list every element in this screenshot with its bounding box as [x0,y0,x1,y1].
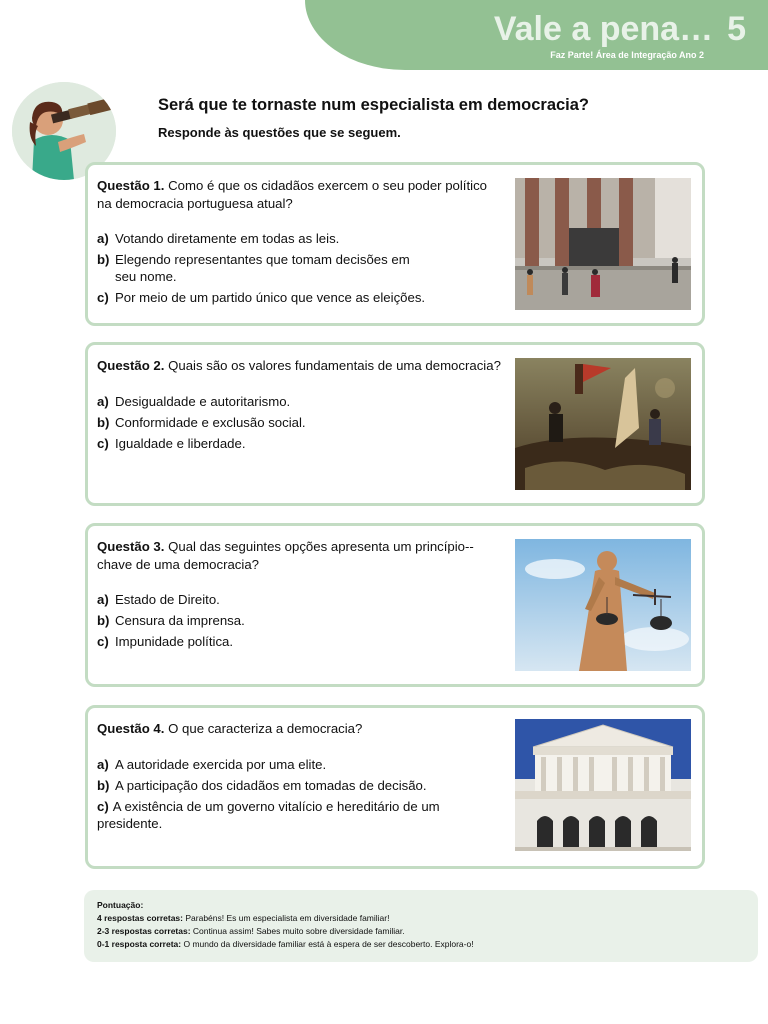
score-label: 2-3 respostas corretas: [97,926,191,936]
option-letter: a) [97,394,109,409]
option-text: A existência de um governo vitalício e hereditário de um presidente. [97,799,440,831]
question-text [97,357,517,375]
answer-option-b[interactable] [97,251,427,285]
question-body: Como é que os cidadãos exercem o seu poder político na democracia portuguesa atual? [97,178,487,211]
option-text: A participação dos cidadãos em tomadas de decisão. [115,778,427,793]
option-text: Estado de Direito. [115,592,220,607]
question-label: Questão 2. [97,358,165,373]
option-text: Elegendo representantes que tomam decisões em seu nome. [115,252,410,284]
answer-option-a[interactable] [97,230,507,247]
liberty-painting-image [515,358,691,490]
option-letter: c) [97,799,109,814]
question-text [97,177,502,213]
score-text: Parabéns! Es um especialista em diversidade familiar! [185,913,390,923]
answer-options [97,591,507,654]
question-body: O que caracteriza a democracia? [168,721,363,736]
score-label: 0-1 resposta correta: [97,939,182,949]
parliament-building-photo [515,719,691,851]
answer-options [97,230,507,310]
answer-option-b[interactable] [97,777,507,794]
answer-option-c[interactable] [97,435,507,452]
option-letter: b) [97,778,110,793]
page-instructions: Responde às questões que se seguem. [158,125,401,140]
score-label: 4 respostas corretas: [97,913,183,923]
option-letter: b) [97,252,110,267]
answer-option-a[interactable] [97,393,507,410]
score-line-0-1 [97,938,758,951]
option-text: Por meio de um partido único que vence as eleições. [115,290,426,305]
question-body: Qual das seguintes opções apresenta um princípio--chave de uma democracia? [97,539,474,572]
question-label: Questão 4. [97,721,165,736]
score-line-4 [97,912,758,925]
option-letter: b) [97,613,110,628]
option-letter: c) [97,290,109,305]
answer-option-c[interactable] [97,289,507,306]
question-text [97,720,502,738]
answer-option-b[interactable] [97,612,507,629]
option-text: Votando diretamente em todas as leis. [115,231,340,246]
page-number: 5 [727,10,746,48]
option-text: A autoridade exercida por uma elite. [115,757,327,772]
score-line-2-3 [97,925,758,938]
justice-statue-photo [515,539,691,671]
question-card-4 [85,705,705,869]
question-card-3 [85,523,705,687]
option-text: Censura da imprensa. [115,613,245,628]
header-title [494,10,746,49]
option-letter: a) [97,592,109,607]
header-band [305,0,768,70]
question-label: Questão 3. [97,539,165,554]
answer-option-a[interactable] [97,591,507,608]
page-title: Será que te tornaste num especialista em democracia? [158,96,590,114]
header-subtitle: Faz Parte! Área de Integração Ano 2 [550,50,704,60]
answer-options [97,393,507,456]
option-text: Desigualdade e autoritarismo. [115,394,291,409]
answer-option-b[interactable] [97,414,507,431]
option-text: Conformidade e exclusão social. [115,415,306,430]
answer-option-a[interactable] [97,756,507,773]
option-text: Igualdade e liberdade. [115,436,246,451]
answer-option-c[interactable] [97,633,507,650]
option-letter: b) [97,415,110,430]
option-letter: c) [97,634,109,649]
question-card-1 [85,162,705,326]
answer-option-c[interactable] [97,798,467,832]
question-body: Quais são os valores fundamentais de uma democracia? [168,358,501,373]
option-text: Impunidade política. [115,634,234,649]
header-title-text: Vale a pena… [493,10,714,48]
score-title: Pontuação: [97,900,144,910]
score-text: Continua assim! Sabes muito sobre diversidade familiar. [192,926,405,936]
option-letter: a) [97,757,109,772]
score-text: O mundo da diversidade familiar está à espera de ser descoberto. Explora-o! [183,939,474,949]
question-card-2 [85,342,705,506]
option-letter: c) [97,436,109,451]
score-box [84,890,758,962]
question-label: Questão 1. [97,178,165,193]
answer-options [97,756,507,836]
parliament-entrance-photo [515,178,691,310]
question-text [97,538,492,574]
option-letter: a) [97,231,109,246]
